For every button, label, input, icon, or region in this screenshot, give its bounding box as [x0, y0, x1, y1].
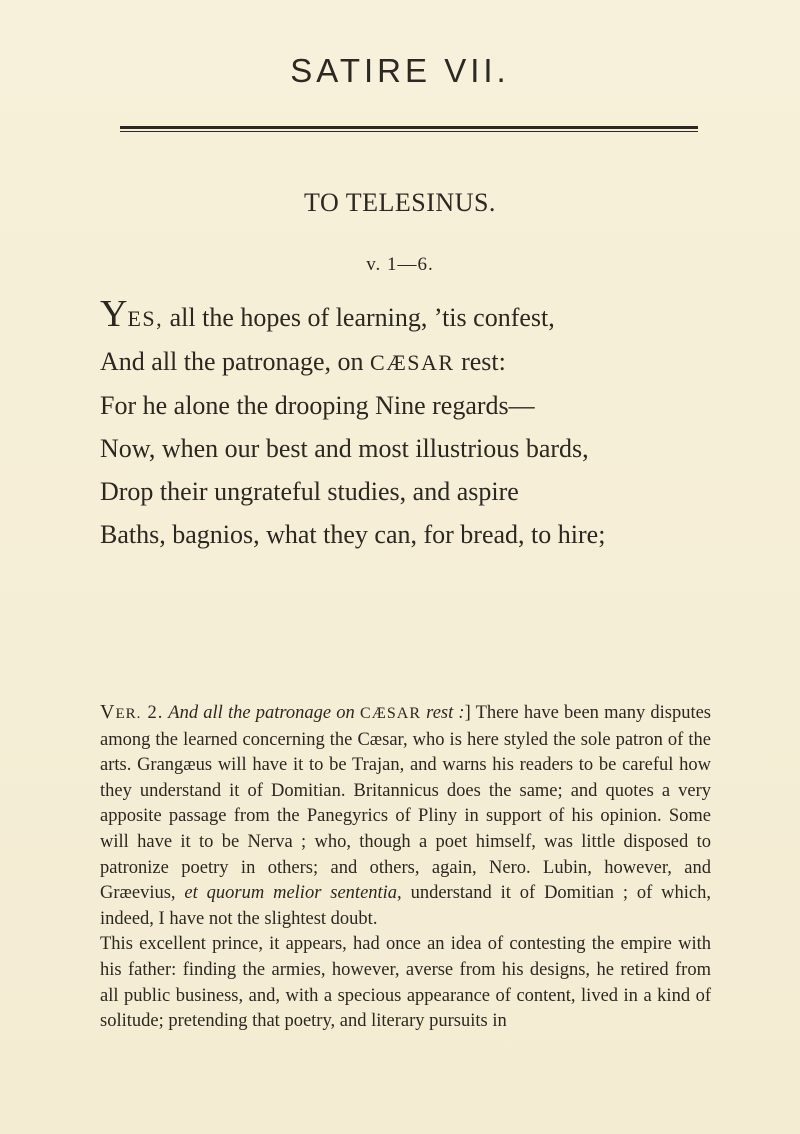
title-rule-thick: [120, 126, 698, 129]
poem-line-1: [100, 295, 740, 340]
note-reference: [100, 703, 163, 723]
poem-stanza: [100, 295, 740, 556]
satire-title: SATIRE VII.: [290, 52, 510, 89]
verse-reference: v. 1—6.: [366, 254, 434, 275]
note-paragraph-2: This excellent prince, it appears, had once an idea of contesting the empire with his father: finding the armies, however, averse from his designs, he retired from all public business, and, with a specious appearance of content, lived in a kind of solitude; pretending that poetry, and literary pursuits in: [100, 934, 711, 1032]
poem-line-6: Baths, bagnios, what they can, for bread, to hire;: [100, 520, 606, 549]
title-rule-thin: [120, 131, 698, 132]
note-quote-after: rest :: [421, 703, 465, 723]
poem-line-5: Drop their ungrateful studies, and aspire: [100, 477, 519, 506]
caesar-small-caps: CÆSAR: [370, 350, 455, 375]
poem-line-2-after: rest:: [454, 347, 506, 376]
note-quote-name: CÆSAR: [359, 705, 421, 722]
note-ref-number: 2.: [141, 703, 164, 723]
drop-cap: Y: [100, 293, 128, 335]
poem-line-1-text: all the hopes of learning, ’tis confest,: [163, 303, 555, 332]
dedication: TO TELESINUS.: [304, 188, 496, 217]
note-paragraph-1-text: ] There have been many disputes among the learned concerning the Cæsar, who is here styled the sole patron of the arts. Grangæus will have it to be Trajan, and warns his readers to be careful how they understand it of Domitian. Britannicus does the same; and quotes a very apposite passage from the Panegyrics of Pliny in support of his opinion. Some will have it to be Nerva ; who, though a poet himself, was little disposed to patronize poetry in others; and others, again, Nero. Lubin, however, and Græevius,: [100, 703, 712, 904]
small-caps-word: ES,: [127, 306, 164, 331]
note-paragraph-1: [100, 700, 711, 932]
poem-line-2: [100, 340, 740, 384]
note-paragraph-1-end: understand it of Domitian ; of which, indeed, I have not the slightest doubt.: [100, 883, 711, 929]
note-latin-phrase: et quorum melior sententia,: [184, 883, 402, 904]
footnotes: [100, 700, 711, 1035]
poem-line-2-before: And all the patronage, on: [100, 347, 371, 376]
note-quote-before: And all the patronage on: [163, 703, 360, 723]
note-quote: [163, 703, 464, 723]
note-ref-abbrev: ER.: [115, 706, 142, 722]
poem-line-3: For he alone the drooping Nine regards—: [100, 391, 535, 420]
note-ref-initial: V: [100, 701, 116, 723]
poem-line-4: Now, when our best and most illustrious bards,: [100, 434, 589, 463]
